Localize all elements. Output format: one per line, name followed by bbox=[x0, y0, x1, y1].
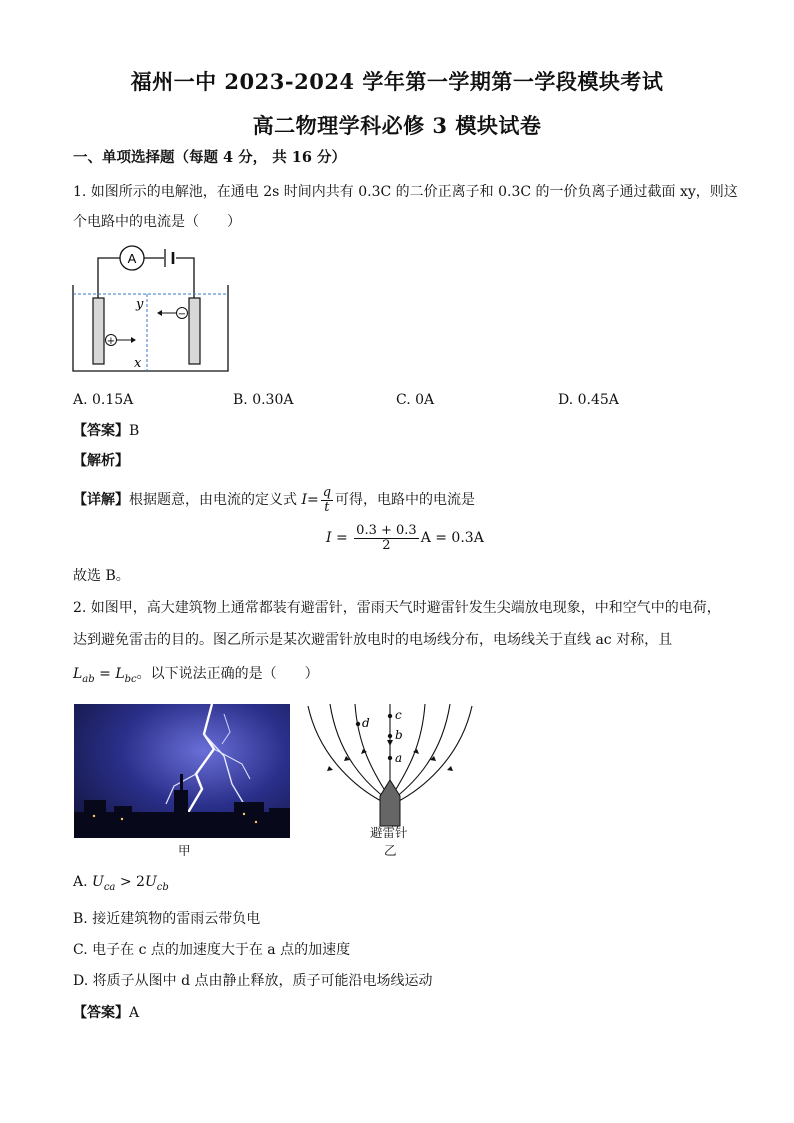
q2-stem-line3: $L_{ab} = L_{bc}$。以下说法正确的是（ ） bbox=[73, 666, 319, 685]
q1-analysis-tag: 【解析】 bbox=[73, 453, 129, 469]
q2-option-a: A. $U_{ca} > 2U_{cb}$ bbox=[73, 874, 169, 893]
svg-text:d: d bbox=[362, 716, 370, 730]
section-heading: 一、单项选择题（每题 4 分， 共 16 分） bbox=[73, 149, 347, 166]
q1-option-d: D. 0.45A bbox=[558, 392, 619, 408]
svg-text:+: + bbox=[106, 336, 116, 347]
q2-option-d: D. 将质子从图中 d 点由静止释放，质子可能沿电场线运动 bbox=[73, 973, 433, 989]
q1-stem-line1: 1. 如图所示的电解池，在通电 2s 时间内共有 0.3C 的二价正离子和 0.3C 的一价负离子通过截面 xy，则这 bbox=[73, 184, 738, 200]
q1-formula: I = $\frac{0.3 + 0.3}{2}$ A = 0.3A bbox=[326, 522, 484, 553]
q1-detail: 【详解】根据题意，由电流的定义式 I= $\frac{q}{t}$ 可得，电路中的电流是 bbox=[73, 484, 476, 515]
q1-answer: 【答案】B bbox=[73, 423, 140, 439]
rod-label: 避雷针 bbox=[370, 825, 408, 840]
lightning-photo bbox=[74, 704, 290, 838]
svg-text:y: y bbox=[136, 297, 144, 312]
q1-stem-line2: 个电路中的电流是（ ） bbox=[73, 214, 241, 230]
q2-option-b: B. 接近建筑物的雷雨云带负电 bbox=[73, 911, 261, 927]
q2-stem-line1: 2. 如图甲，高大建筑物上通常都装有避雷针，雷雨天气时避雷针发生尖端放电现象，中和空气中的电荷， bbox=[73, 600, 721, 616]
q2-option-c: C. 电子在 c 点的加速度大于在 a 点的加速度 bbox=[73, 942, 351, 958]
q1-conclusion: 故选 B。 bbox=[73, 568, 130, 584]
svg-text:b: b bbox=[395, 728, 403, 742]
q2-answer: 【答案】A bbox=[73, 1005, 140, 1021]
q1-option-b: B. 0.30A bbox=[233, 392, 294, 408]
figure-caption-right: 乙 bbox=[384, 843, 397, 858]
q1-option-c: C. 0A bbox=[396, 392, 435, 408]
q2-stem-line2: 达到避免雷击的目的。图乙所示是某次避雷针放电时的电场线分布，电场线关于直线 ac 对称，且 bbox=[73, 632, 673, 648]
electrolytic-cell-figure bbox=[68, 240, 238, 375]
figure-caption-left: 甲 bbox=[178, 843, 191, 858]
q1-option-a: A. 0.15A bbox=[73, 392, 134, 408]
svg-text:a: a bbox=[395, 751, 403, 765]
svg-text:c: c bbox=[395, 708, 402, 722]
exam-title: 福州一中 2023-2024 学年第一学期第一学段模块考试 bbox=[130, 69, 664, 94]
svg-text:−: − bbox=[177, 309, 187, 320]
exam-subtitle: 高二物理学科必修 3 模块试卷 bbox=[252, 113, 542, 138]
field-lines-figure bbox=[300, 700, 480, 840]
svg-text:A: A bbox=[127, 251, 137, 266]
svg-text:x: x bbox=[134, 356, 142, 371]
